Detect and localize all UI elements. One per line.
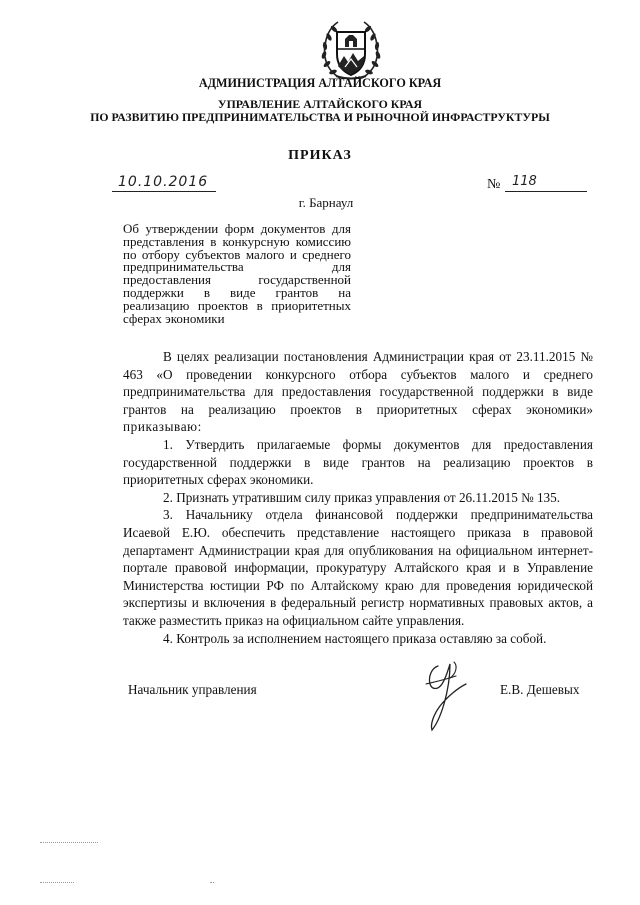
header-administration: АДМИНИСТРАЦИЯ АЛТАЙСКОГО КРАЯ bbox=[198, 76, 442, 90]
header-department-subtitle: ПО РАЗВИТИЮ ПРЕДПРИНИМАТЕЛЬСТВА И РЫНОЧНОЙ ИНФРАСТРУКТУРЫ bbox=[90, 110, 550, 124]
scan-artifact bbox=[40, 842, 98, 843]
document-number: 118 bbox=[512, 174, 537, 189]
number-label: № bbox=[487, 177, 501, 192]
scan-artifact bbox=[210, 882, 214, 883]
order-item-2: 2. Признать утратившим силу приказ управления от 26.11.2015 № 135. bbox=[163, 489, 561, 505]
order-item-4: 4. Контроль за исполнением настоящего приказа оставляю за собой. bbox=[163, 630, 547, 646]
header-department: УПРАВЛЕНИЕ АЛТАЙСКОГО КРАЯ bbox=[217, 97, 423, 111]
document-type: ПРИКАЗ bbox=[288, 148, 352, 163]
scan-artifact bbox=[40, 882, 74, 883]
date-underline bbox=[112, 191, 216, 192]
document-title: Об утверждении форм документов для представления в конкурсную комиссию по отбору субъектов малого и среднего предпринимательства для предоставления государственной поддержки в виде грантов на реализацию проектов в приоритетных сферах экономики bbox=[123, 221, 351, 326]
document-body bbox=[123, 348, 593, 647]
coat-of-arms-emblem bbox=[318, 20, 384, 82]
signatory-position: Начальник управления bbox=[128, 682, 257, 697]
handwritten-signature bbox=[404, 654, 476, 734]
signatory-name: Е.В. Дешевых bbox=[500, 682, 580, 697]
number-underline bbox=[505, 191, 587, 192]
preamble-paragraph bbox=[123, 348, 593, 436]
document-city: г. Барнаул bbox=[298, 195, 354, 210]
preamble-text: В целях реализации постановления Администрации края от 23.11.2015 № 463 «О проведении конкурсного отбора субъектов малого и среднего предпринимательства для предоставления государственной поддержки в виде грантов на реализацию проектов в приоритетных сферах экономики» bbox=[123, 349, 593, 417]
document-date: 10.10.2016 bbox=[118, 174, 209, 190]
order-item-1: 1. Утвердить прилагаемые формы документов для предоставления государственной поддержки в виде грантов на реализацию проектов в приоритетных сферах экономики. bbox=[123, 436, 593, 488]
order-item-3: 3. Начальнику отдела финансовой поддержки предпринимательства Исаевой Е.Ю. обеспечить представление настоящего приказа в правовой департамент Администрации края для опубликования на официальном интернет-портале правовой информации, прокуратуру Алтайского края и в Управление Министерства юстиции РФ по Алтайскому краю для проведения юридической экспертизы и включения в федеральный регистр нормативных правовых актов, а также разместить приказ на официальном сайте управления. bbox=[123, 507, 593, 628]
order-word: приказываю: bbox=[123, 419, 202, 435]
